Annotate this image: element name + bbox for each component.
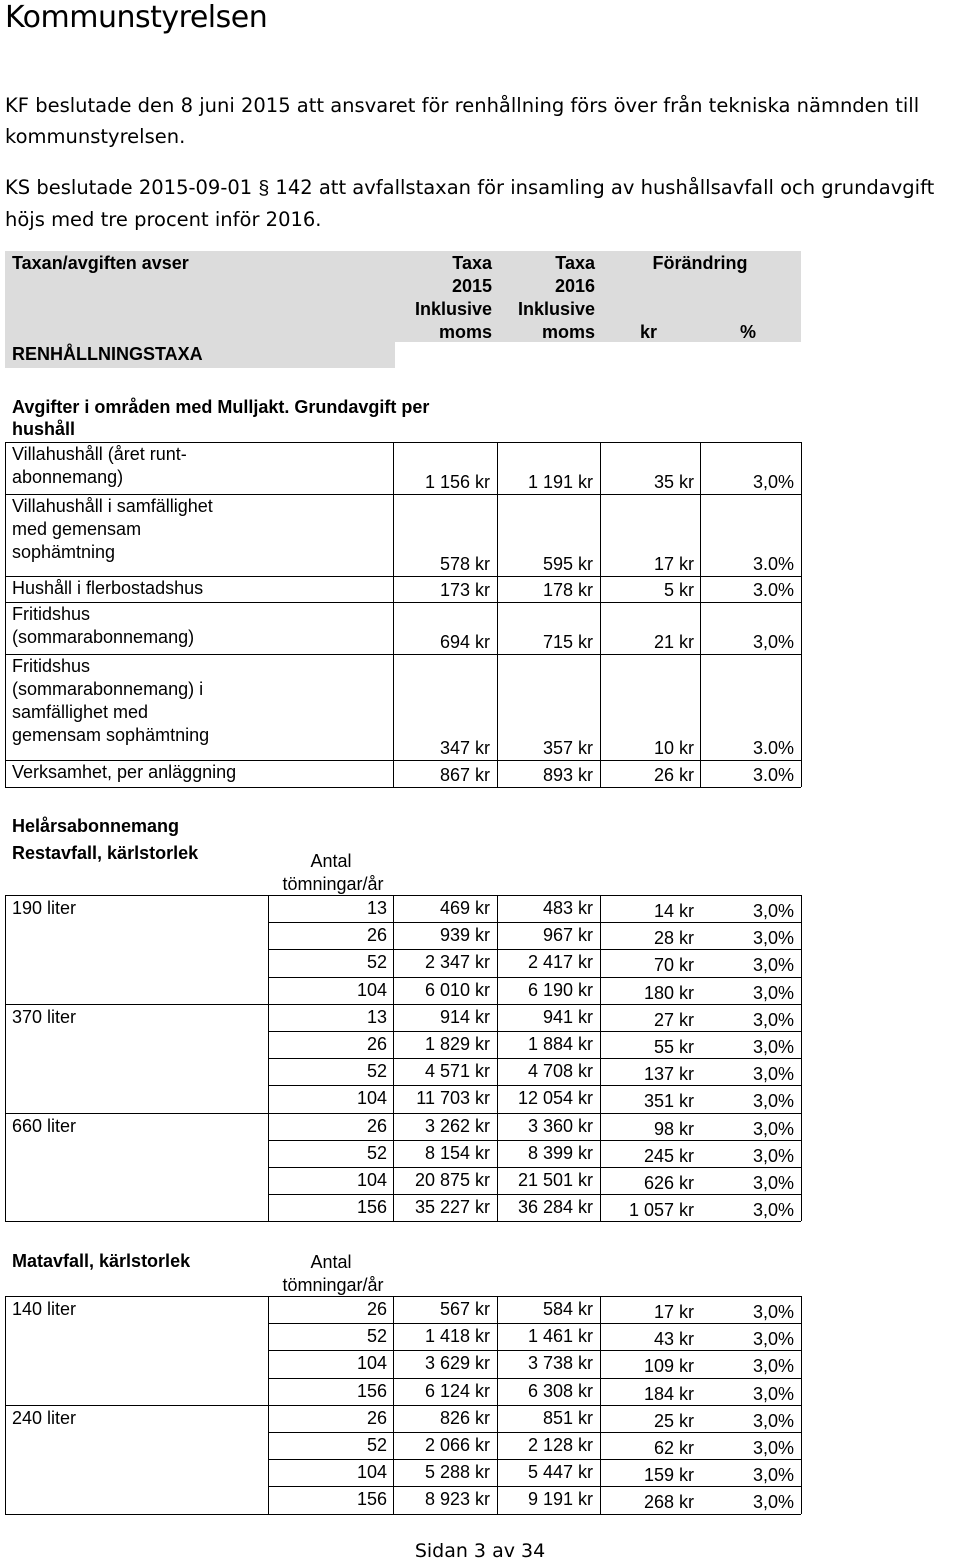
- fee-change-pct: 3,0%: [752, 632, 794, 652]
- table-rule: [268, 1459, 801, 1460]
- table-rule: [801, 442, 802, 787]
- fee-2015: 826 kr: [439, 1407, 490, 1428]
- fee-2016: 967 kr: [542, 925, 593, 946]
- fee-change-pct: 3,0%: [752, 1145, 794, 1166]
- fee-row-label: Villahushåll i samfällighet: [12, 496, 213, 516]
- emptyings-per-year: 104: [356, 1088, 387, 1109]
- fee-2015: 867 kr: [439, 765, 490, 785]
- table-rule: [5, 602, 801, 603]
- fee-change-pct: 3,0%: [752, 1118, 794, 1139]
- fee-change-pct: 3,0%: [752, 1091, 794, 1112]
- fee-row-label: samfällighet med: [12, 702, 149, 722]
- fee-2016: 3 360 kr: [527, 1115, 593, 1136]
- fee-2016: 1 461 kr: [527, 1326, 593, 1347]
- emptyings-per-year: 104: [356, 1353, 387, 1374]
- fee-change-kr: 245 kr: [643, 1145, 694, 1166]
- fee-row-label: (sommarabonnemang): [12, 627, 195, 647]
- fee-change-pct: 3,0%: [752, 1037, 794, 1057]
- fee-change-kr: 26 kr: [653, 765, 694, 785]
- emptyings-per-year: 52: [366, 1435, 387, 1455]
- emptyings-per-year: 52: [366, 952, 387, 973]
- table-rule: [268, 1432, 801, 1433]
- fee-2015: 578 kr: [439, 554, 490, 574]
- fee-row-label: gemensam sophämtning: [12, 725, 210, 745]
- table-rule: [268, 1031, 801, 1032]
- table-rule: [5, 787, 801, 788]
- fee-2015: 20 875 kr: [414, 1170, 490, 1190]
- fee-row-label: Villahushåll (året runt-: [12, 444, 187, 464]
- table-rule: [801, 895, 802, 1221]
- table-rule: [801, 1296, 802, 1514]
- header-col-description: Taxan/avgiften avser: [12, 253, 189, 273]
- table-rule: [268, 922, 801, 923]
- fee-change-pct: 3.0%: [752, 580, 794, 600]
- emptyings-per-year: 156: [356, 1489, 387, 1510]
- fee-change-kr: 55 kr: [653, 1037, 694, 1057]
- page-title: Kommunstyrelsen: [5, 0, 268, 35]
- emptyings-per-year: 26: [366, 1034, 387, 1054]
- emptyings-per-year: 26: [366, 1115, 387, 1136]
- header-col-change: Förändring: [652, 253, 748, 273]
- fee-change-kr: 268 kr: [643, 1492, 694, 1513]
- table-rule: [700, 442, 701, 787]
- header-col-change-pct: %: [740, 322, 757, 342]
- fee-2016: 4 708 kr: [527, 1061, 593, 1082]
- fee-2015: 6 010 kr: [424, 979, 490, 1000]
- table-rule: [5, 494, 801, 495]
- fee-change-kr: 21 kr: [653, 632, 694, 652]
- fee-2015: 2 347 kr: [424, 952, 490, 973]
- fee-2016: 357 kr: [542, 738, 593, 758]
- fee-2015: 5 288 kr: [424, 1462, 490, 1483]
- section-symbol: §: [258, 177, 270, 199]
- fee-change-pct: 3,0%: [752, 1329, 794, 1350]
- table-rule: [5, 760, 801, 761]
- fee-change-kr: 180 kr: [643, 982, 694, 1003]
- header-renhallningstaxa: RENHÅLLNINGSTAXA: [12, 344, 203, 364]
- emptyings-per-year: 156: [356, 1197, 387, 1218]
- fee-change-pct: 3,0%: [752, 955, 794, 976]
- fee-change-pct: 3,0%: [752, 472, 794, 492]
- table-rule: [268, 977, 801, 978]
- fee-2015: 939 kr: [439, 925, 490, 946]
- fee-change-kr: 17 kr: [653, 1302, 694, 1322]
- emptyings-per-year: 26: [366, 925, 387, 946]
- fee-2016: 851 kr: [542, 1407, 593, 1428]
- header-col-taxa-2016: 2016: [554, 276, 595, 296]
- header-col-taxa-2015: Inklusive: [414, 299, 492, 319]
- table-rule: [497, 442, 498, 787]
- fee-change-pct: 3.0%: [752, 554, 794, 574]
- fee-change-kr: 159 kr: [643, 1465, 694, 1486]
- table-rule: [5, 442, 6, 787]
- header-col-taxa-2016: Inklusive: [517, 299, 595, 319]
- table-rule: [268, 1058, 801, 1059]
- paragraph-decision-ks: [5, 172, 960, 235]
- fee-change-kr: 35 kr: [653, 472, 694, 492]
- header-col-change-kr: kr: [640, 322, 658, 342]
- fee-change-pct: 3,0%: [752, 1173, 794, 1193]
- table-rule: [5, 1004, 801, 1005]
- fee-2016: 1 884 kr: [527, 1034, 593, 1054]
- paragraph-decision-kf: KF beslutade den 8 juni 2015 att ansvaret för renhållning förs över från tekniska nämnden till kommunstyrelsen.: [5, 94, 920, 148]
- table-rule: [5, 1405, 801, 1406]
- fee-change-kr: 1 057 kr: [628, 1200, 694, 1221]
- header-col-taxa-2015: 2015: [451, 276, 492, 296]
- fee-change-pct: 3,0%: [752, 901, 794, 921]
- header-col-taxa-2016: moms: [541, 322, 595, 342]
- emptyings-per-year: 13: [366, 898, 387, 918]
- container-size: 140 liter: [12, 1299, 77, 1319]
- table-rule: [5, 1221, 801, 1222]
- fee-2015: 11 703 kr: [416, 1088, 490, 1109]
- fee-row-label: Verksamhet, per anläggning: [12, 762, 237, 782]
- emptyings-per-year: 52: [366, 1061, 387, 1082]
- fee-2015: 1 418 kr: [424, 1326, 490, 1347]
- fee-2016: 9 191 kr: [527, 1489, 593, 1510]
- fee-2016: 6 190 kr: [527, 979, 593, 1000]
- container-size: 660 liter: [12, 1115, 77, 1136]
- container-size: 370 liter: [12, 1006, 77, 1027]
- fee-row-label: sophämtning: [12, 542, 116, 562]
- fee-change-kr: 28 kr: [653, 928, 694, 949]
- fee-2016: 483 kr: [542, 898, 593, 918]
- container-size: 240 liter: [12, 1407, 77, 1428]
- emptyings-per-year: 52: [366, 1326, 387, 1347]
- table-rule: [268, 1140, 801, 1141]
- fee-change-pct: 3,0%: [752, 928, 794, 949]
- fee-change-kr: 137 kr: [643, 1064, 694, 1085]
- antal-label: tömningar/år: [282, 874, 384, 894]
- fee-row-label: Hushåll i flerbostadshus: [12, 578, 204, 598]
- fee-2016: 941 kr: [542, 1006, 593, 1027]
- fee-2015: 567 kr: [439, 1299, 490, 1319]
- section-title-restavfall: Restavfall, kärlstorlek: [12, 843, 199, 863]
- fee-2015: 4 571 kr: [424, 1061, 490, 1082]
- emptyings-per-year: 104: [356, 1462, 387, 1483]
- container-size: 190 liter: [12, 898, 77, 918]
- fee-change-kr: 27 kr: [653, 1009, 694, 1030]
- header-col-taxa-2015: moms: [438, 322, 492, 342]
- paragraph-text: 142 att avfallstaxan för insamling av hushållsavfall och grundavgift höjs med tre procent inför 2016.: [5, 176, 935, 231]
- fee-2015: 3 262 kr: [424, 1115, 490, 1136]
- fee-change-kr: 109 kr: [643, 1356, 694, 1377]
- fee-2016: 595 kr: [542, 554, 593, 574]
- fee-change-kr: 184 kr: [643, 1383, 694, 1404]
- emptyings-per-year: 104: [356, 979, 387, 1000]
- emptyings-per-year: 13: [366, 1006, 387, 1027]
- fee-change-pct: 3,0%: [752, 1410, 794, 1431]
- fee-2016: 2 417 kr: [527, 952, 593, 973]
- table-rule: [268, 1486, 801, 1487]
- fee-2015: 8 154 kr: [424, 1142, 490, 1163]
- table-rule: [268, 949, 801, 950]
- fee-change-pct: 3,0%: [752, 1383, 794, 1404]
- fee-change-kr: 5 kr: [663, 580, 694, 600]
- table-rule: [393, 442, 394, 787]
- fee-2016: 893 kr: [542, 765, 593, 785]
- table-rule: [5, 1514, 801, 1515]
- table-rule: [5, 442, 801, 443]
- fee-2016: 715 kr: [542, 632, 593, 652]
- fee-change-pct: 3,0%: [752, 1438, 794, 1458]
- paragraph-text: KS beslutade 2015-09-01: [5, 176, 259, 199]
- fee-change-kr: 62 kr: [653, 1438, 694, 1458]
- fee-2016: 3 738 kr: [527, 1353, 593, 1374]
- emptyings-per-year: 156: [356, 1380, 387, 1401]
- fee-row-label: Fritidshus: [12, 604, 91, 624]
- fee-change-pct: 3,0%: [752, 1200, 794, 1221]
- fee-row-label: med gemensam: [12, 519, 142, 539]
- fee-change-kr: 70 kr: [653, 955, 694, 976]
- fee-change-kr: 351 kr: [643, 1091, 694, 1112]
- fee-2015: 347 kr: [439, 738, 490, 758]
- fee-2016: 2 128 kr: [527, 1435, 593, 1455]
- emptyings-per-year: 104: [356, 1170, 387, 1190]
- fee-change-pct: 3,0%: [752, 1465, 794, 1486]
- section-title-mulljakt: hushåll: [12, 419, 76, 439]
- fee-2015: 8 923 kr: [424, 1489, 490, 1510]
- antal-label: Antal: [310, 851, 352, 871]
- fee-change-kr: 98 kr: [653, 1118, 694, 1139]
- fee-2015: 1 156 kr: [424, 472, 490, 492]
- table-rule: [268, 1323, 801, 1324]
- fee-change-kr: 25 kr: [653, 1410, 694, 1431]
- table-rule: [5, 895, 6, 1221]
- section-title-matavfall: Matavfall, kärlstorlek: [12, 1251, 191, 1271]
- fee-change-pct: 3.0%: [752, 765, 794, 785]
- table-rule: [268, 1350, 801, 1351]
- fee-2015: 3 629 kr: [424, 1353, 490, 1374]
- page-footer: Sidan 3 av 34: [414, 1540, 546, 1562]
- table-rule: [268, 1378, 801, 1379]
- table-rule: [5, 576, 801, 577]
- fee-2016: 12 054 kr: [517, 1088, 593, 1109]
- table-rule: [600, 442, 601, 787]
- fee-change-pct: 3,0%: [752, 1302, 794, 1322]
- table-rule: [268, 1085, 801, 1086]
- fee-2015: 6 124 kr: [424, 1380, 490, 1401]
- fee-row-label: (sommarabonnemang) i: [12, 679, 204, 699]
- fee-2015: 1 829 kr: [424, 1034, 490, 1054]
- fee-change-pct: 3.0%: [752, 738, 794, 758]
- antal-label: Antal: [310, 1252, 352, 1272]
- section-title-helars: Helårsabonnemang: [12, 816, 180, 836]
- fee-row-label: abonnemang): [12, 467, 124, 487]
- fee-2015: 173 kr: [439, 580, 490, 600]
- fee-change-pct: 3,0%: [752, 1356, 794, 1377]
- fee-change-kr: 17 kr: [653, 554, 694, 574]
- fee-2016: 584 kr: [542, 1299, 593, 1319]
- table-rule: [5, 895, 801, 896]
- fee-2015: 469 kr: [439, 898, 490, 918]
- fee-2015: 694 kr: [439, 632, 490, 652]
- emptyings-per-year: 26: [366, 1299, 387, 1319]
- fee-row-label: Fritidshus: [12, 656, 91, 676]
- fee-change-pct: 3,0%: [752, 1492, 794, 1513]
- emptyings-per-year: 26: [366, 1407, 387, 1428]
- fee-2016: 8 399 kr: [527, 1142, 593, 1163]
- fee-2016: 6 308 kr: [527, 1380, 593, 1401]
- emptyings-per-year: 52: [366, 1142, 387, 1163]
- fee-change-kr: 14 kr: [653, 901, 694, 921]
- section-title-mulljakt: Avgifter i områden med Mulljakt. Grundavgift per: [12, 397, 430, 417]
- table-rule: [268, 1194, 801, 1195]
- fee-change-pct: 3,0%: [752, 1009, 794, 1030]
- fee-2016: 5 447 kr: [527, 1462, 593, 1483]
- header-col-taxa-2015: Taxa: [452, 253, 492, 273]
- fee-2016: 36 284 kr: [517, 1197, 593, 1218]
- fee-2015: 2 066 kr: [424, 1435, 490, 1455]
- fee-2015: 914 kr: [439, 1006, 490, 1027]
- fee-2016: 178 kr: [542, 580, 593, 600]
- fee-change-kr: 626 kr: [643, 1173, 694, 1193]
- header-col-taxa-2016: Taxa: [555, 253, 595, 273]
- fee-change-kr: 43 kr: [653, 1329, 694, 1350]
- antal-label: tömningar/år: [282, 1275, 384, 1295]
- fee-2016: 21 501 kr: [517, 1170, 593, 1190]
- fee-2016: 1 191 kr: [527, 472, 593, 492]
- table-rule: [5, 1296, 801, 1297]
- fee-change-pct: 3,0%: [752, 982, 794, 1003]
- table-rule: [268, 1167, 801, 1168]
- fee-change-pct: 3,0%: [752, 1064, 794, 1085]
- table-rule: [5, 1113, 801, 1114]
- fee-2015: 35 227 kr: [414, 1197, 490, 1218]
- fee-change-kr: 10 kr: [653, 738, 694, 758]
- table-rule: [5, 654, 801, 655]
